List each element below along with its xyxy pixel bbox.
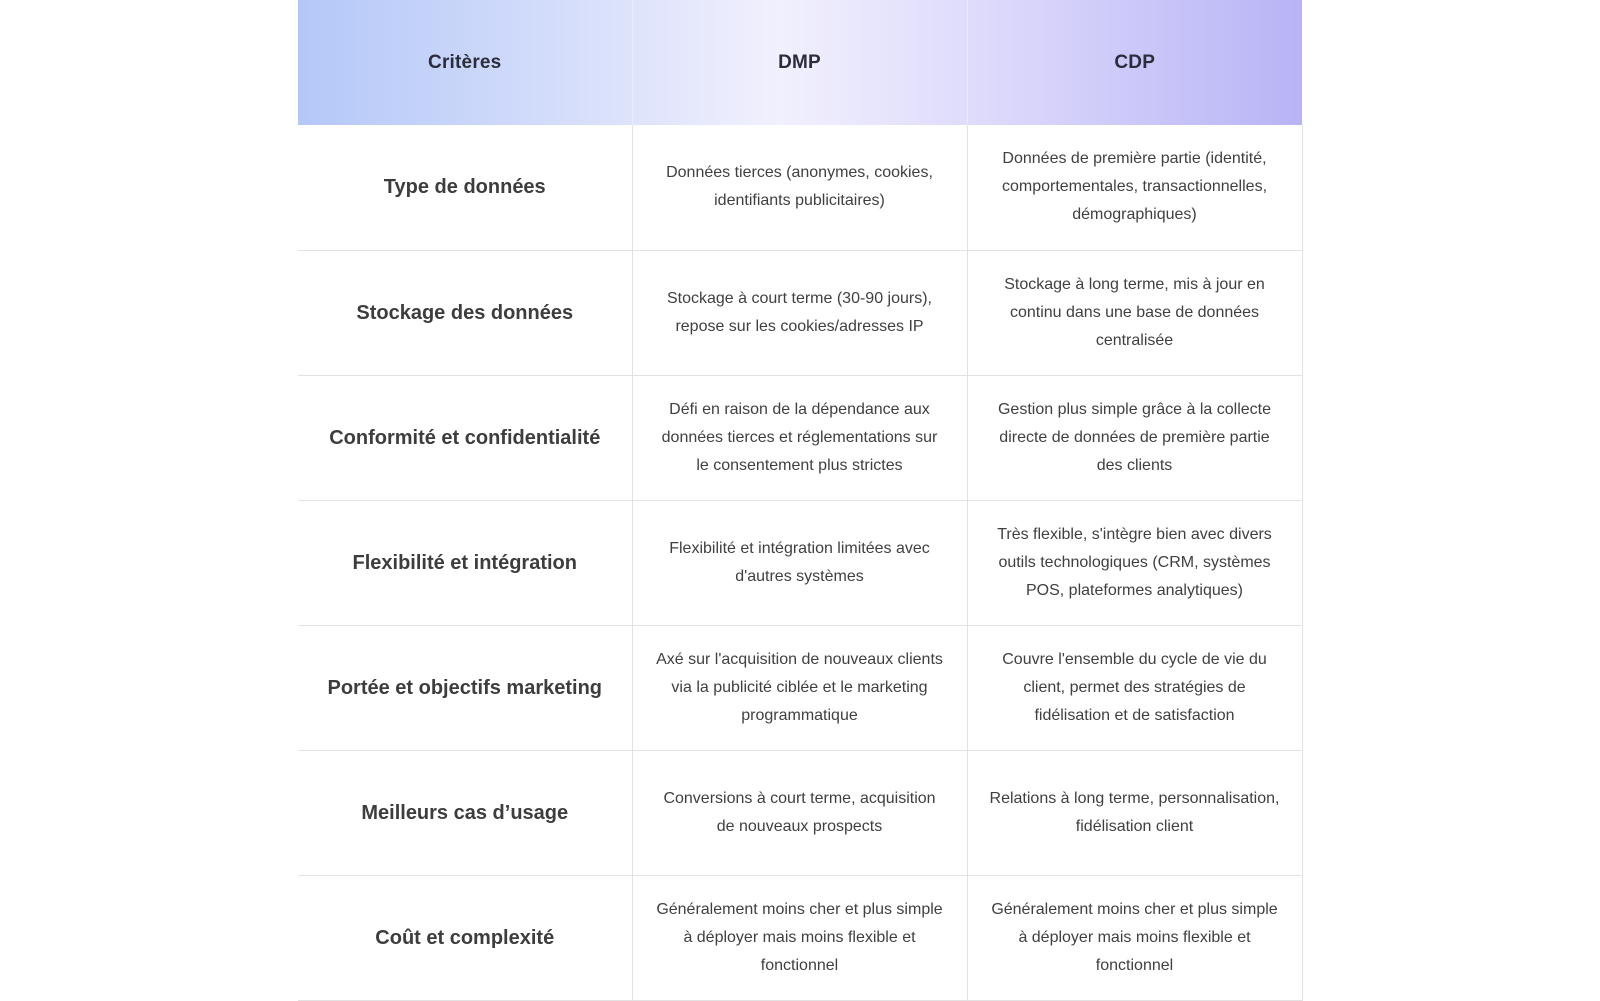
- cdp-cell: Gestion plus simple grâce à la collecte directe de données de première partie des clients: [967, 375, 1302, 500]
- criteria-cell: Portée et objectifs marketing: [327, 676, 603, 699]
- table-row: [298, 250, 1302, 375]
- dmp-cell: Défi en raison de la dépendance aux données tierces et réglementations sur le consentement plus strictes: [632, 375, 967, 500]
- header-cdp: CDP: [967, 0, 1302, 125]
- criteria-cell: Meilleurs cas d’usage: [361, 801, 569, 824]
- criteria-cell: Type de données: [383, 176, 546, 199]
- criteria-cell: Flexibilité et intégration: [352, 551, 577, 574]
- comparison-table-container: [298, 0, 1302, 1001]
- cdp-cell: Couvre l'ensemble du cycle de vie du client, permet des stratégies de fidélisation et de satisfaction: [967, 625, 1302, 750]
- cdp-cell: Relations à long terme, personnalisation, fidélisation client: [967, 750, 1302, 875]
- dmp-cell: Stockage à court terme (30-90 jours), repose sur les cookies/adresses IP: [632, 250, 967, 375]
- dmp-cell: Conversions à court terme, acquisition de nouveaux prospects: [632, 750, 967, 875]
- table-header-row: [298, 0, 1302, 125]
- table-row: [298, 750, 1302, 875]
- dmp-cell: Généralement moins cher et plus simple à déployer mais moins flexible et fonctionnel: [632, 875, 967, 1000]
- dmp-vs-cdp-comparison-table: [298, 0, 1303, 1001]
- table-row: [298, 375, 1302, 500]
- criteria-cell: Conformité et confidentialité: [329, 426, 601, 449]
- table-row: [298, 875, 1302, 1000]
- header-dmp: DMP: [632, 0, 967, 125]
- table-row: [298, 625, 1302, 750]
- dmp-cell: Axé sur l'acquisition de nouveaux clients via la publicité ciblée et le marketing programmatique: [632, 625, 967, 750]
- table-row: [298, 500, 1302, 625]
- table-row: [298, 125, 1302, 250]
- cdp-cell: Stockage à long terme, mis à jour en continu dans une base de données centralisée: [967, 250, 1302, 375]
- cdp-cell: Très flexible, s'intègre bien avec divers outils technologiques (CRM, systèmes POS, plateformes analytiques): [967, 500, 1302, 625]
- criteria-cell: Stockage des données: [356, 301, 574, 324]
- dmp-cell: Flexibilité et intégration limitées avec d'autres systèmes: [632, 500, 967, 625]
- cdp-cell: Données de première partie (identité, comportementales, transactionnelles, démographiques): [967, 125, 1302, 250]
- criteria-cell: Coût et complexité: [375, 926, 555, 949]
- cdp-cell: Généralement moins cher et plus simple à déployer mais moins flexible et fonctionnel: [967, 875, 1302, 1000]
- dmp-cell: Données tierces (anonymes, cookies, identifiants publicitaires): [632, 125, 967, 250]
- header-criteria: Critères: [428, 51, 502, 73]
